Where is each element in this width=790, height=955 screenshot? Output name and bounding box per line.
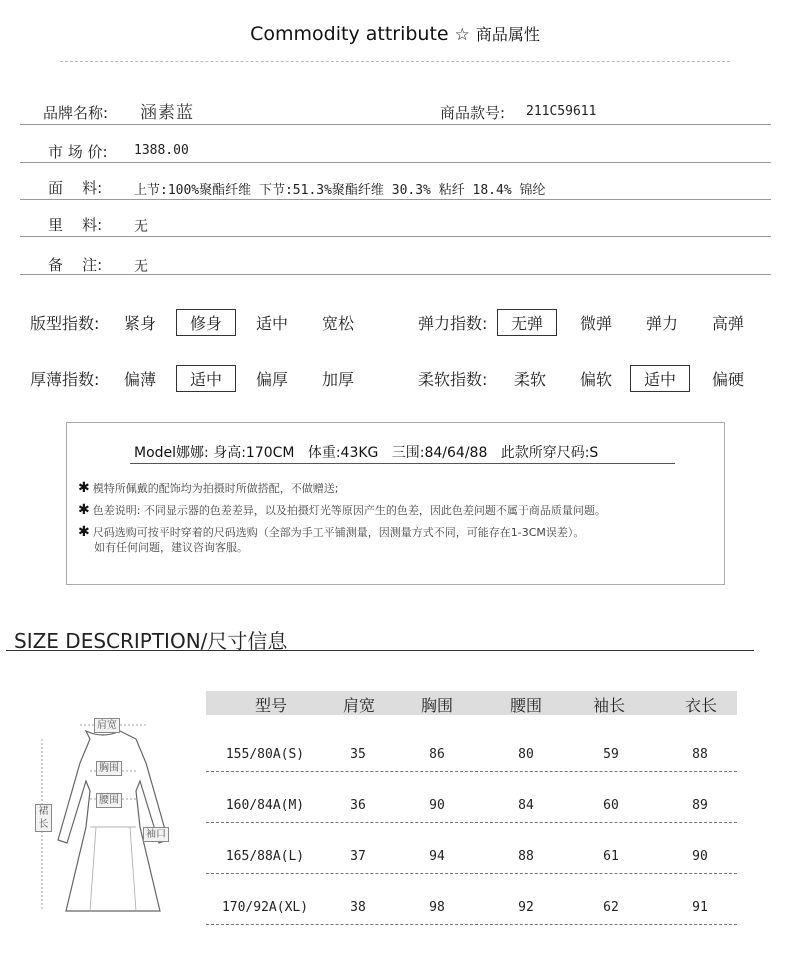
waist-tag: 腰围: [96, 793, 122, 808]
table-cell: 38: [350, 900, 366, 915]
asterisk-icon: ✱: [78, 524, 90, 540]
row-divider: [20, 162, 771, 163]
table-cell: 36: [350, 798, 366, 813]
fabric-value: 上节:100%聚酯纤维 下节:51.3%聚酯纤维 30.3% 粘纤 18.4% 锦纶: [134, 183, 546, 198]
thickness-option: 偏薄: [124, 370, 157, 389]
sleeve-tag: 袖口: [143, 827, 169, 842]
table-cell: 90: [692, 849, 708, 864]
size-heading-rule: [6, 650, 754, 651]
fit-index-label: 版型指数:: [30, 314, 100, 333]
table-cell: 89: [692, 798, 708, 813]
table-cell: 88: [518, 849, 534, 864]
softness-option: 偏软: [580, 370, 613, 389]
table-cell: 90: [429, 798, 445, 813]
lining-value: 无: [134, 219, 148, 235]
thickness-option: 加厚: [322, 370, 355, 389]
stretch-option: 高弹: [712, 314, 745, 333]
softness-option: 偏硬: [712, 370, 745, 389]
row-divider: [20, 236, 771, 237]
table-row-divider: [206, 924, 737, 925]
remark-label: 备 注:: [48, 256, 103, 274]
fit-option-selected: 修身: [176, 309, 236, 336]
table-cell: 160/84A(M): [225, 798, 305, 813]
table-row-divider: [206, 822, 737, 823]
fabric-label: 面 料:: [48, 179, 103, 197]
table-cell: 94: [429, 849, 445, 864]
lining-label: 里 料:: [48, 216, 103, 234]
page-title: [0, 22, 790, 45]
shoulder-tag: 肩宽: [94, 718, 120, 733]
fit-option: 适中: [256, 314, 289, 333]
table-header-size: 型号: [254, 696, 287, 715]
brand-label: 品牌名称:: [43, 104, 109, 122]
model-underline: [130, 463, 675, 464]
asterisk-icon: ✱: [78, 480, 90, 496]
brand-logo: 涵素蓝: [140, 98, 194, 125]
table-cell: 155/80A(S): [225, 747, 305, 762]
note-color: ✱ 色差说明: 不同显示器的色差差异，以及拍摄灯光等原因产生的色差，因此色差问题不属于商品质量问题。: [78, 502, 606, 518]
softness-option-selected: 适中: [630, 365, 690, 392]
table-header-shoulder: 肩宽: [342, 696, 375, 715]
fit-option: 紧身: [124, 314, 157, 333]
table-cell: 165/88A(L): [225, 849, 305, 864]
softness-index-label: 柔软指数:: [418, 370, 488, 389]
style-value: 211C59611: [526, 104, 597, 119]
table-row-divider: [206, 771, 737, 772]
title-cn: 商品属性: [475, 25, 540, 44]
thickness-index-label: 厚薄指数:: [30, 370, 100, 389]
model-line: Model娜娜: 身高:170CM 体重:43KG 三围:84/64/88 此款所穿尺码:S: [134, 445, 599, 461]
thickness-option-selected: 适中: [176, 365, 236, 392]
style-label: 商品款号:: [440, 104, 506, 122]
price-value: 1388.00: [134, 143, 189, 158]
table-cell: 98: [429, 900, 445, 915]
chest-tag: 胸围: [96, 761, 122, 776]
table-cell: 91: [692, 900, 708, 915]
row-divider: [20, 124, 771, 125]
table-header-sleeve: 袖长: [592, 696, 625, 715]
note-accessories: ✱ 模特所佩戴的配饰均为拍摄时所做搭配，不做赠送;: [78, 480, 339, 496]
table-cell: 37: [350, 849, 366, 864]
title-divider: [60, 61, 730, 62]
size-heading: SIZE DESCRIPTION/尺寸信息: [14, 629, 288, 653]
table-cell: 86: [429, 747, 445, 762]
table-header-waist: 腰围: [509, 696, 542, 715]
table-cell: 60: [603, 798, 619, 813]
length-tag: 裙长: [35, 804, 52, 832]
title-en: Commodity attribute: [250, 23, 449, 45]
table-cell: 88: [692, 747, 708, 762]
stretch-option: 微弹: [580, 314, 613, 333]
stretch-option: 弹力: [646, 314, 679, 333]
row-divider: [20, 274, 771, 275]
table-cell: 92: [518, 900, 534, 915]
table-cell: 170/92A(XL): [221, 900, 309, 915]
note-contact: 如有任何问题，建议咨询客服。: [94, 541, 248, 554]
thickness-option: 偏厚: [256, 370, 289, 389]
table-cell: 35: [350, 747, 366, 762]
table-row-divider: [206, 873, 737, 874]
star-icon: ☆: [454, 25, 470, 45]
table-header-chest: 胸围: [420, 696, 453, 715]
table-cell: 84: [518, 798, 534, 813]
row-divider: [20, 199, 771, 200]
table-header-length: 衣长: [684, 696, 717, 715]
table-cell: 80: [518, 747, 534, 762]
asterisk-icon: ✱: [78, 502, 90, 518]
softness-option: 柔软: [514, 370, 547, 389]
stretch-index-label: 弹力指数:: [418, 314, 488, 333]
fit-option: 宽松: [322, 314, 355, 333]
table-cell: 59: [603, 747, 619, 762]
stretch-option-selected: 无弹: [497, 309, 557, 336]
table-cell: 62: [603, 900, 619, 915]
table-cell: 61: [603, 849, 619, 864]
note-size: ✱ 尺码选购可按平时穿着的尺码选购（全部为手工平铺测量，因测量方式不同，可能存在1-3CM误差）。: [78, 524, 585, 540]
price-label: 市 场 价:: [48, 143, 108, 161]
remark-value: 无: [134, 259, 148, 275]
